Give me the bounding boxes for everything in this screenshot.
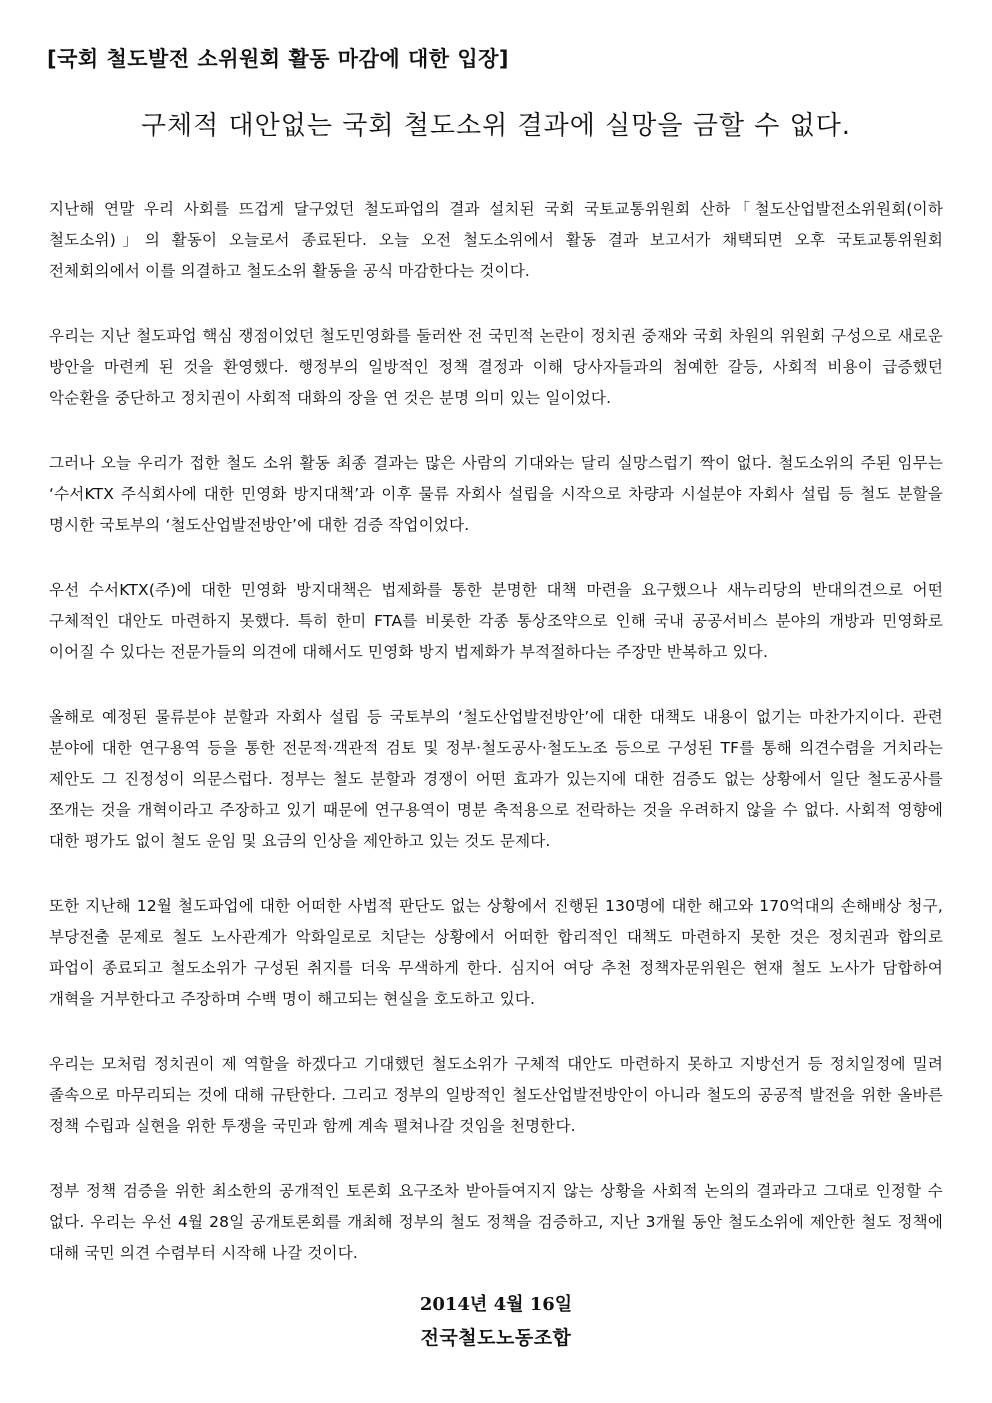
paragraph-6: 또한 지난해 12월 철도파업에 대한 어떠한 사법적 판단도 없는 상황에서 진행된 130명에 대한 해고와 170억대의 손해배상 청구, 부당전출 문제로 철도 노사관계가 악화일로로 치닫는 상황에서 어떠한 합리적인 대책도 마련하지 못한 것은 정치권과 합의로 파업이 종료되고 철도소위가 구성된 취지를 더욱 무색하게 한다. 심지어 여당 추천 정책자문위원은 현재 철도 노사가 담합하여 개혁을 거부한다고 주장하며 수백 명이 해고되는 현실을 호도하고 있다. [49,897,943,1008]
document-organization: 전국철도노동조합 [420,1327,572,1349]
document-heading: [국회 철도발전 소위원회 활동 마감에 대한 입장] [47,47,509,71]
paragraph-5: 올해로 예정된 물류분야 분할과 자회사 설립 등 국토부의 ‘철도산업발전방안’에 대한 대책도 내용이 없기는 마찬가지이다. 관련 분야에 대한 연구용역 등을 통한 전문적·객관적 검토 및 정부·철도공사·철도노조 등으로 구성된 TF를 통해 의견수렴을 거치라는 제안도 그 진정성이 의문스럽다. 정부는 철도 분할과 경쟁이 어떤 효과가 있는지에 대한 검증도 없는 상황에서 일단 철도공사를 쪼개는 것을 개혁이라고 주장하고 있기 때문에 연구용역이 명분 축적용으로 전락하는 것을 우려하지 않을 수 없다. 사회적 영향에 대한 평가도 없이 철도 운임 및 요금의 인상을 제안하고 있는 것도 문제다. [49,708,943,850]
paragraph-4: 우선 수서KTX(주)에 대한 민영화 방지대책은 법제화를 통한 분명한 대책 마련을 요구했으나 새누리당의 반대의견으로 어떤 구체적인 대안도 마련하지 못했다. 특히 한미 FTA를 비롯한 각종 통상조약으로 인해 국내 공공서비스 분야의 개방과 민영화로 이어질 수 있다는 전문가들의 의견에 대해서도 민영화 방지 법제화가 부적절하다는 주장만 반복하고 있다. [49,581,943,661]
document-date: 2014년 4월 16일 [419,1294,573,1315]
document-body [49,194,943,1299]
paragraph-3: 그러나 오늘 우리가 접한 철도 소위 활동 최종 결과는 많은 사람의 기대와는 달리 실망스럽기 짝이 없다. 철도소위의 주된 임무는 ‘수서KTX 주식회사에 대한 민영화 방지대책’과 이후 물류 자회사 설립을 시작으로 차량과 시설분야 자회사 설립 등 철도 분할을 명시한 국토부의 ‘철도산업발전방안’에 대한 검증 작업이었다. [49,454,943,534]
document-footer [0,1290,992,1354]
paragraph-8: 정부 정책 검증을 위한 최소한의 공개적인 토론회 요구조차 받아들여지지 않는 상황을 사회적 논의의 결과라고 그대로 인정할 수 없다. 우리는 우선 4월 28일 공개토론회를 개최해 정부의 철도 정책을 검증하고, 지난 3개월 동안 철도소위에 제안한 철도 정책에 대해 국민 의견 수렴부터 시작해 나갈 것이다. [49,1182,943,1262]
paragraph-1: 지난해 연말 우리 사회를 뜨겁게 달구었던 철도파업의 결과 설치된 국회 국토교통위원회 산하「철도산업발전소위원회(이하 철도소위)」의 활동이 오늘로서 종료된다. 오늘 오전 철도소위에서 활동 결과 보고서가 채택되면 오후 국토교통위원회 전체회의에서 이를 의결하고 철도소위 활동을 공식 마감한다는 것이다. [49,200,943,280]
paragraph-2: 우리는 지난 철도파업 핵심 쟁점이었던 철도민영화를 둘러싼 전 국민적 논란이 정치권 중재와 국회 차원의 위원회 구성으로 새로운 방안을 마련케 된 것을 환영했다. 행정부의 일방적인 정책 결정과 이해 당사자들과의 첨예한 갈등, 사회적 비용이 급증했던 악순환을 중단하고 정치권이 사회적 대화의 장을 연 것은 분명 의미 있는 일이었다. [49,327,943,407]
paragraph-7: 우리는 모처럼 정치권이 제 역할을 하겠다고 기대했던 철도소위가 구체적 대안도 마련하지 못하고 지방선거 등 정치일정에 밀려 졸속으로 마무리되는 것에 대해 규탄한다. 그리고 정부의 일방적인 철도산업발전방안이 아니라 철도의 공공적 발전을 위한 올바른 정책 수립과 실현을 위한 투쟁을 국민과 함께 계속 펼쳐나갈 것임을 천명한다. [49,1055,943,1135]
document-title: 구체적 대안없는 국회 철도소위 결과에 실망을 금할 수 없다. [140,111,852,141]
